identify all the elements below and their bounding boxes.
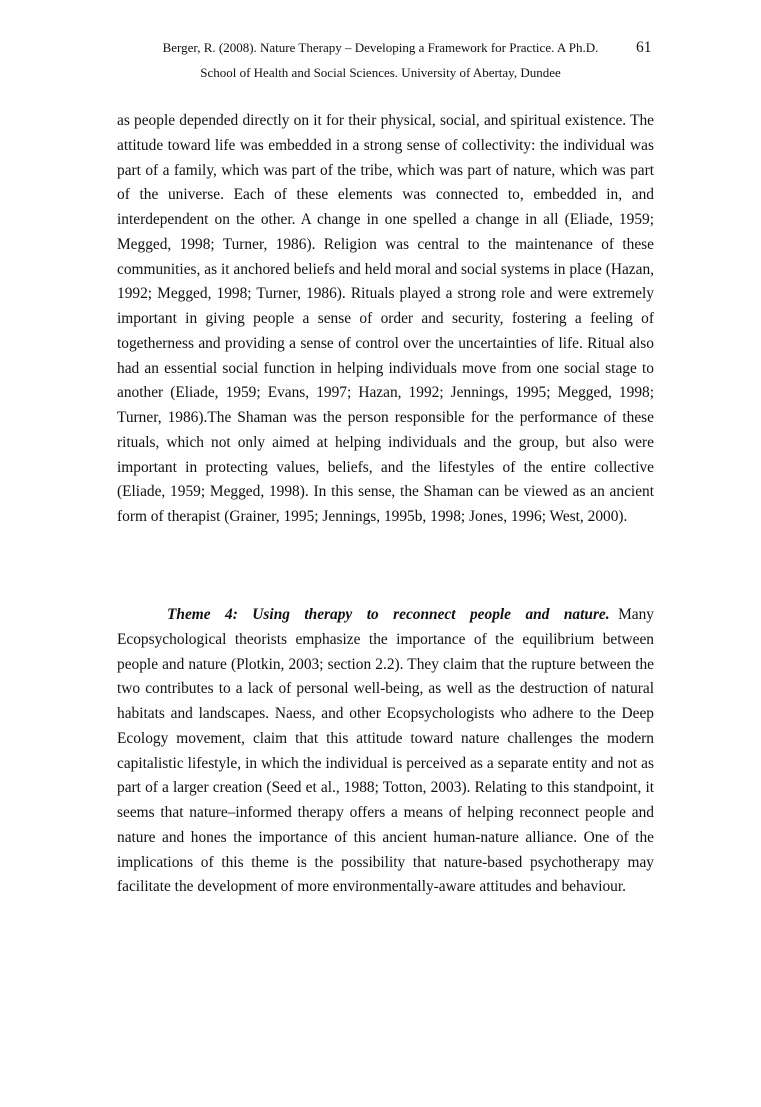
header-institution-line: School of Health and Social Sciences. University of Abertay, Dundee: [200, 65, 561, 80]
theme-4-heading: Theme 4: Using therapy to reconnect people and nature.: [167, 606, 610, 623]
theme-4-text: Many Ecopsychological theorists emphasize the importance of the equilibrium between people and nature (Plotkin, 2003; section 2.2). They claim that the rupture between the two contributes to a lack of personal well-being, as well as the destruction of natural habitats and landscapes. Naess, and other Ecopsychologists who adhere to the Deep Ecology movement, claim that this attitude toward nature challenges the modern capitalistic lifestyle, in which the individual is perceived as a separate entity and not as part of a larger creation (Seed et al., 1988; Totton, 2003). Relating to this standpoint, it seems that nature–informed therapy offers a means of helping reconnect people and nature and hones the importance of this ancient human-nature alliance. One of the implications of this theme is the possibility that nature-based psychotherapy may facilitate the development of more environmentally-aware attitudes and behaviour.: [117, 606, 654, 896]
page-number: 61: [636, 39, 652, 56]
theme-4-paragraph: [117, 603, 654, 900]
body-paragraph: as people depended directly on it for their physical, social, and spiritual existence. The attitude toward life was embedded in a strong sense of collectivity: the individual was part of a family, which was part of the tribe, which was part of nature, which was part of the universe. Each of these elements was connected to, embedded in, and interdependent on the other. A change in one spelled a change in all (Eliade, 1959; Megged, 1998; Turner, 1986). Religion was central to the maintenance of these communities, as it anchored beliefs and held moral and social systems in place (Hazan, 1992; Megged, 1998; Turner, 1986). Rituals played a strong role and were extremely important in giving people a sense of order and security, fostering a feeling of togetherness and providing a sense of control over the uncertainties of life. Ritual also had an essential social function in helping individuals move from one social stage to another (Eliade, 1959; Evans, 1997; Hazan, 1992; Jennings, 1995; Megged, 1998; Turner, 1986).The Shaman was the person responsible for the performance of these rituals, which not only aimed at helping individuals and the group, but also were important in protecting values, beliefs, and the lifestyles of the entire collective (Eliade, 1959; Megged, 1998). In this sense, the Shaman can be viewed as an ancient form of therapist (Grainer, 1995; Jennings, 1995b, 1998; Jones, 1996; West, 2000).: [117, 112, 654, 525]
header-citation-line: Berger, R. (2008). Nature Therapy – Developing a Framework for Practice. A Ph.D.: [162, 40, 599, 55]
